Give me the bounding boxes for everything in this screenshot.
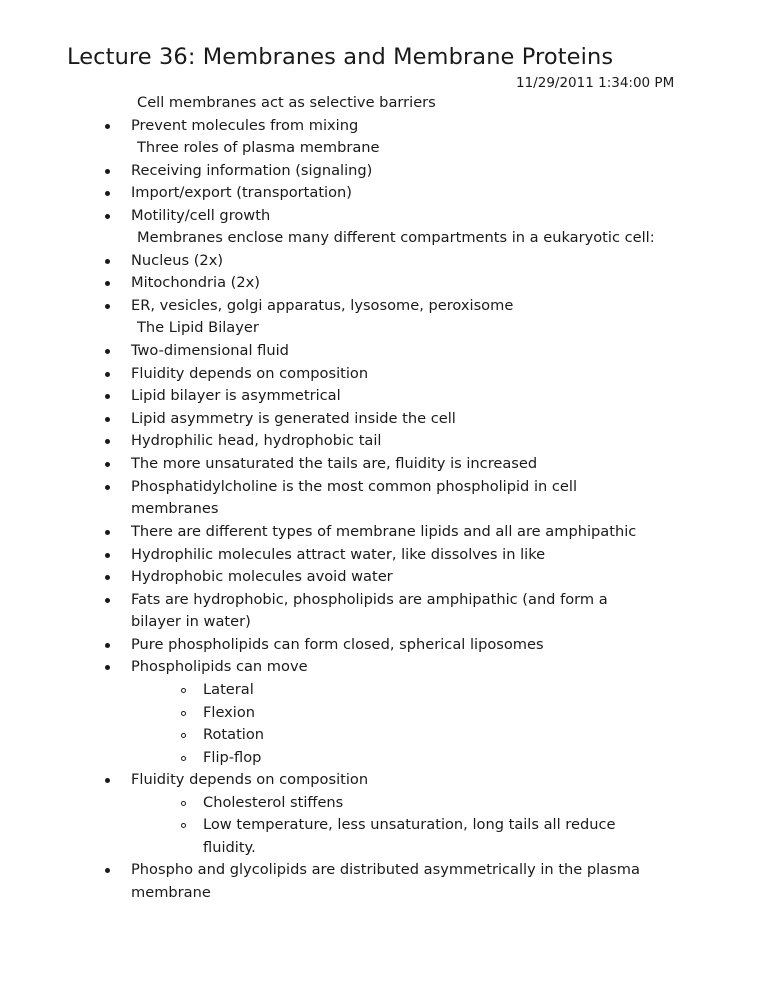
- sub-bullet-icon: [181, 823, 186, 828]
- list-item: Lipid asymmetry is generated inside the cell: [131, 410, 456, 427]
- section-heading: Membranes enclose many different compartments in a eukaryotic cell:: [137, 229, 655, 246]
- bullet-icon: [105, 553, 110, 558]
- bullet-icon: [105, 530, 110, 535]
- bullet-icon: [105, 124, 110, 129]
- list-item-continuation: membranes: [131, 500, 219, 517]
- list-item: There are different types of membrane lipids and all are amphipathic: [131, 523, 637, 540]
- sub-bullet-icon: [181, 756, 186, 761]
- sub-list-item: Flip-flop: [203, 749, 262, 766]
- sub-bullet-icon: [181, 688, 186, 693]
- bullet-icon: [105, 394, 110, 399]
- document-title: Lecture 36: Membranes and Membrane Proteins: [67, 44, 614, 70]
- sub-list-item: Lateral: [203, 681, 254, 698]
- list-item: Two-dimensional fluid: [131, 342, 289, 359]
- bullet-icon: [105, 439, 110, 444]
- bullet-icon: [105, 462, 110, 467]
- sub-bullet-icon: [181, 711, 186, 716]
- list-item: Phospho and glycolipids are distributed asymmetrically in the plasma: [131, 861, 640, 878]
- bullet-icon: [105, 169, 110, 174]
- bullet-icon: [105, 191, 110, 196]
- bullet-icon: [105, 281, 110, 286]
- bullet-icon: [105, 485, 110, 490]
- bullet-icon: [105, 665, 110, 670]
- bullet-icon: [105, 778, 110, 783]
- list-item-continuation: bilayer in water): [131, 613, 251, 630]
- list-item: Nucleus (2x): [131, 252, 224, 269]
- sub-list-item: Rotation: [203, 726, 265, 743]
- bullet-icon: [105, 214, 110, 219]
- list-item: Prevent molecules from mixing: [131, 117, 359, 134]
- list-item: Hydrophilic molecules attract water, like dissolves in like: [131, 546, 546, 563]
- timestamp: 11/29/2011 1:34:00 PM: [516, 75, 675, 91]
- sub-list-item-continuation: fluidity.: [203, 839, 256, 856]
- bullet-icon: [105, 643, 110, 648]
- list-item: Mitochondria (2x): [131, 274, 260, 291]
- bullet-icon: [105, 259, 110, 264]
- section-heading: The Lipid Bilayer: [137, 319, 259, 336]
- sub-list-item: Flexion: [203, 704, 256, 721]
- list-item: Import/export (transportation): [131, 184, 352, 201]
- list-item: Fluidity depends on composition: [131, 365, 369, 382]
- bullet-icon: [105, 598, 110, 603]
- list-item: Pure phospholipids can form closed, spherical liposomes: [131, 636, 544, 653]
- bullet-icon: [105, 349, 110, 354]
- bullet-icon: [105, 304, 110, 309]
- bullet-icon: [105, 868, 110, 873]
- list-item: Lipid bilayer is asymmetrical: [131, 387, 341, 404]
- bullet-icon: [105, 417, 110, 422]
- bullet-icon: [105, 575, 110, 580]
- sub-list-item: Cholesterol stiffens: [203, 794, 344, 811]
- list-item: The more unsaturated the tails are, fluidity is increased: [131, 455, 538, 472]
- sub-list-item: Low temperature, less unsaturation, long tails all reduce: [203, 816, 616, 833]
- section-heading: Cell membranes act as selective barriers: [137, 94, 436, 111]
- list-item: Hydrophobic molecules avoid water: [131, 568, 393, 585]
- list-item: Receiving information (signaling): [131, 162, 373, 179]
- list-item: Fats are hydrophobic, phospholipids are amphipathic (and form a: [131, 591, 608, 608]
- sub-bullet-icon: [181, 733, 186, 738]
- section-heading: Three roles of plasma membrane: [137, 139, 380, 156]
- sub-bullet-icon: [181, 801, 186, 806]
- bullet-icon: [105, 372, 110, 377]
- list-item-continuation: membrane: [131, 884, 211, 901]
- list-item: Fluidity depends on composition: [131, 771, 369, 788]
- list-item: Hydrophilic head, hydrophobic tail: [131, 432, 382, 449]
- list-item: Motility/cell growth: [131, 207, 271, 224]
- list-item: Phosphatidylcholine is the most common phospholipid in cell: [131, 478, 578, 495]
- list-item: Phospholipids can move: [131, 658, 308, 675]
- list-item: ER, vesicles, golgi apparatus, lysosome, peroxisome: [131, 297, 514, 314]
